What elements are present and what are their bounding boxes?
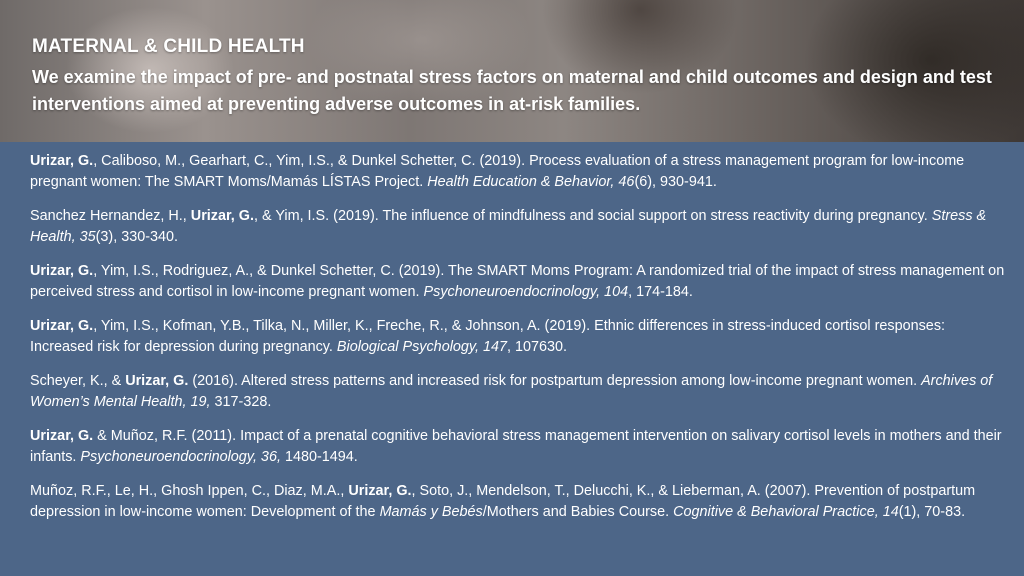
- reference-item: [30, 426, 1005, 468]
- reference-text: (1), 70-83.: [898, 504, 966, 520]
- author-highlight: Urizar, G.: [30, 263, 94, 279]
- reference-text: , Soto, J., Mendelson, T., Delucchi, K., & Lieberman, A. (2007). Prevention of postpartum depression in low-income women: Development of the: [30, 483, 976, 520]
- journal-title: Biological Psychology, 147: [336, 339, 508, 355]
- journal-title: Stress & Health, 35: [30, 208, 987, 245]
- author-highlight: Urizar, G.: [125, 373, 189, 389]
- reference-item: [30, 316, 1005, 358]
- journal-title: Psychoneuroendocrinology, 104: [423, 284, 629, 300]
- author-highlight: Urizar, G.: [30, 318, 94, 334]
- reference-text: /Mothers and Babies Course.: [482, 504, 674, 520]
- reference-text: (3), 330-340.: [95, 229, 179, 245]
- author-highlight: Urizar, G.: [348, 483, 412, 499]
- reference-text: , Yim, I.S., Kofman, Y.B., Tilka, N., Miller, K., Freche, R., & Johnson, A. (2019). Ethnic differences in stress-induced cortisol responses: Increased risk for depression during pregnancy.: [30, 318, 946, 355]
- reference-item: [30, 371, 1005, 413]
- reference-text: , 174-184.: [628, 284, 693, 300]
- journal-title: Cognitive & Behavioral Practice, 14: [673, 504, 899, 520]
- header-photo-banner: [0, 0, 1024, 142]
- reference-list: [30, 151, 1005, 536]
- author-highlight: Urizar, G.: [190, 208, 254, 224]
- journal-title: Health Education & Behavior, 46: [427, 174, 635, 190]
- reference-text: , Caliboso, M., Gearhart, C., Yim, I.S., & Dunkel Schetter, C. (2019). Process evaluation of a stress management program for low-income pregnant women: The SMART Moms/Mamás LÍSTAS Project.: [30, 153, 965, 190]
- author-highlight: Urizar, G.: [30, 428, 94, 444]
- reference-text: Scheyer, K., &: [30, 373, 126, 389]
- author-highlight: Urizar, G.: [30, 153, 94, 169]
- reference-text: , Yim, I.S., Rodriguez, A., & Dunkel Schetter, C. (2019). The SMART Moms Program: A randomized trial of the impact of stress management on perceived stress and cortisol in low-income pregnant women.: [30, 263, 1005, 300]
- reference-text: , & Yim, I.S. (2019). The influence of mindfulness and social support on stress reactivity during pregnancy.: [253, 208, 932, 224]
- reference-item: [30, 151, 1005, 193]
- reference-text: , 107630.: [507, 339, 568, 355]
- journal-title: Archives of Women’s Mental Health, 19,: [30, 373, 993, 410]
- section-title: MATERNAL & CHILD HEALTH: [32, 36, 305, 57]
- reference-text: 1480-1494.: [280, 449, 358, 465]
- journal-title: Psychoneuroendocrinology, 36,: [80, 449, 281, 465]
- reference-item: [30, 481, 1005, 523]
- reference-item: [30, 206, 1005, 248]
- reference-text: 317-328.: [210, 394, 272, 410]
- reference-text: (6), 930-941.: [634, 174, 717, 190]
- reference-text: (2016). Altered stress patterns and increased risk for postpartum depression among low-income pregnant women.: [188, 373, 922, 389]
- section-subtitle: We examine the impact of pre- and postnatal stress factors on maternal and child outcomes and design and test interventions aimed at preventing adverse outcomes in at-risk families.: [32, 67, 992, 114]
- reference-text: & Muñoz, R.F. (2011). Impact of a prenatal cognitive behavioral stress management intervention on salivary cortisol levels in mothers and their infants.: [30, 428, 1002, 465]
- reference-text: Sanchez Hernandez, H.,: [30, 208, 191, 224]
- reference-text: Muñoz, R.F., Le, H., Ghosh Ippen, C., Diaz, M.A.,: [30, 483, 349, 499]
- reference-item: [30, 261, 1005, 303]
- journal-title: Mamás y Bebés: [379, 504, 483, 520]
